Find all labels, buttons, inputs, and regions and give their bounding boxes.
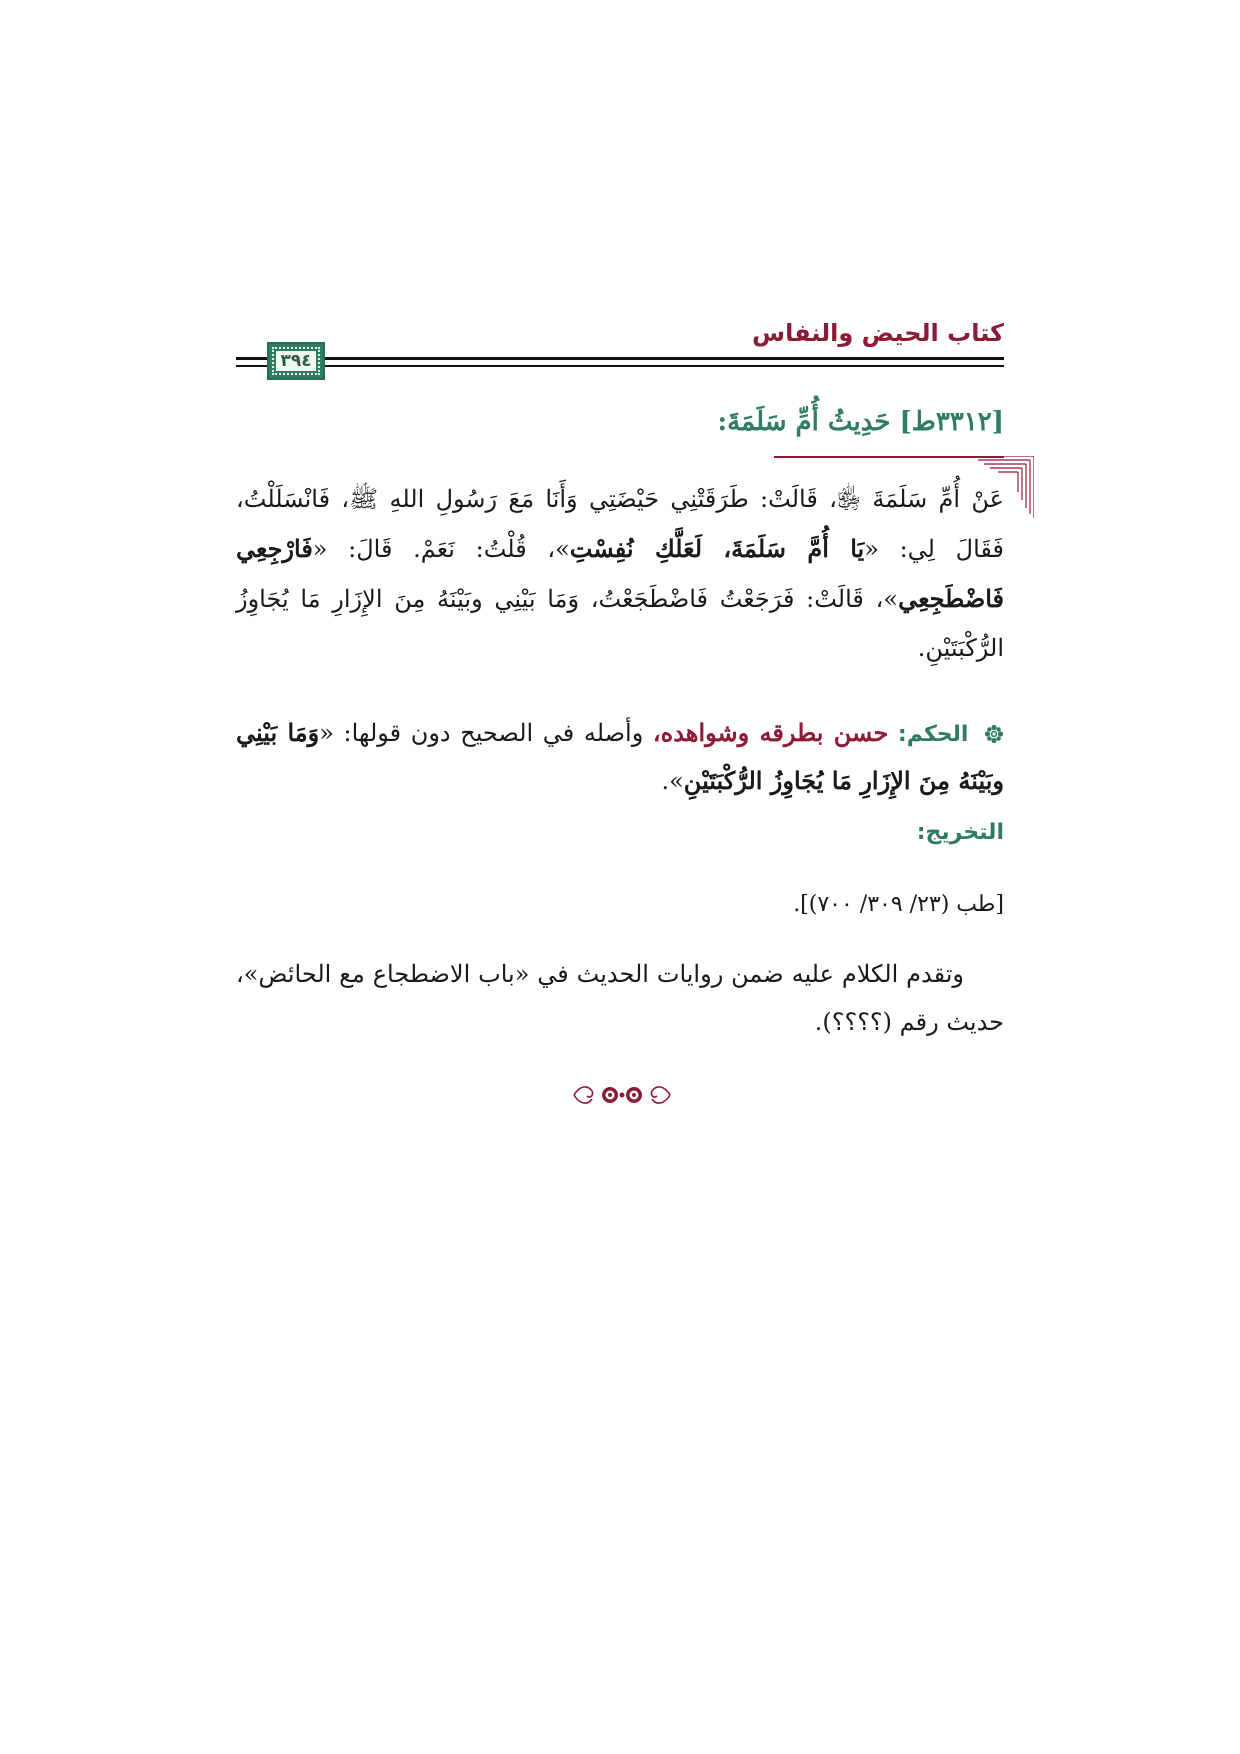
ruling-quote: وَمَا بَيْنِي وبَيْنَهُ مِنَ الإِزَارِ مَا يُجَاوِزُ الرُّكْبَتَيْنِ	[236, 718, 1004, 795]
header-rule-left	[236, 365, 268, 367]
hadith-text-part: »، قُلْتُ: نَعَمْ. قَالَ: «	[312, 535, 570, 563]
header-rule	[296, 357, 1004, 360]
book-title: كتاب الحيض والنفاس	[751, 319, 1004, 347]
heading-underline	[774, 456, 1004, 458]
takhrij-label: التخريج:	[916, 820, 1004, 845]
header-rule-left	[236, 357, 268, 360]
hadith-title: حَدِيثُ أُمِّ سَلَمَةَ:	[717, 407, 891, 437]
hadith-text-bold: يَا أُمَّ سَلَمَةَ، لَعَلَّكِ نُفِسْتِ	[569, 534, 865, 563]
ruling-label: الحكم:	[897, 722, 969, 747]
ruling-text: وأصله في الصحيح دون قولها: «	[319, 719, 653, 747]
cross-reference-note: وتقدم الكلام عليه ضمن روايات الحديث في «باب الاضطجاع مع الحائض»، حديث رقم (؟؟؟؟).	[236, 960, 1004, 1036]
flower-icon	[984, 724, 1004, 744]
hadith-text	[236, 475, 1004, 673]
hadith-reference: [٣٣١٢ط]	[899, 407, 1004, 437]
takhrij-source: [طب (٢٣/ ٣٠٩/ ٧٠٠)].	[793, 892, 1004, 917]
end-ornament-icon	[570, 1077, 674, 1113]
ruling-text: ».	[661, 767, 684, 795]
page-number-frame	[267, 342, 325, 380]
running-header	[236, 315, 1004, 385]
hadith-heading	[236, 400, 1004, 444]
hadith-text-bold: فَارْجِعِي فَاضْطَجِعِي	[236, 534, 1004, 613]
ruling-grade: حسن بطرقه وشواهده،	[652, 718, 889, 747]
ruling-paragraph	[236, 710, 1004, 804]
page-number: ٣٩٤	[275, 350, 317, 372]
header-rule	[296, 365, 1004, 367]
hadith-text-part: »، قَالَتْ: فَرَجَعْتُ فَاضْطَجَعْتُ، وَمَا بَيْنِي وبَيْنَهُ مِنَ الإِزَارِ مَا يُجَاوِزُ الرُّكْبَتَيْنِ.	[236, 585, 1004, 662]
hadith-text-part: عَنْ أُمِّ سَلَمَةَ ﵂، قَالَتْ: طَرَقَتْنِي حَيْضَتِي وَأَنَا مَعَ رَسُولِ اللهِ ﷺ، فَانْسَلَلْتُ، فَقَالَ لِي: «	[236, 485, 1004, 563]
